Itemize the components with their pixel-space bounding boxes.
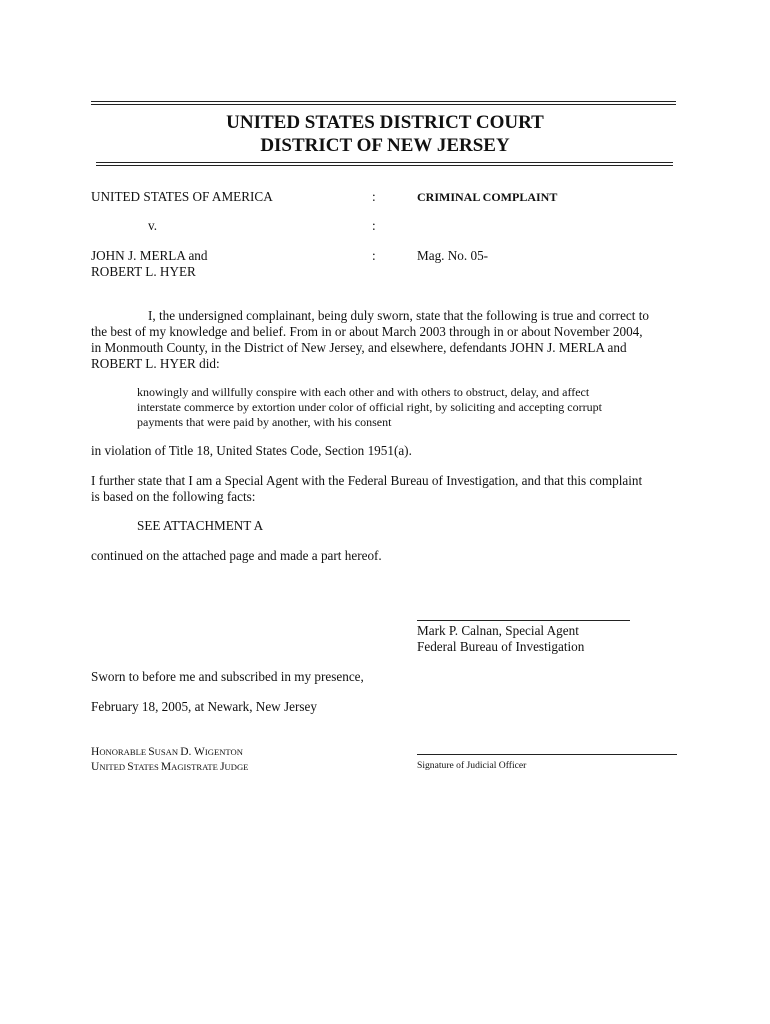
- judge-name-s: S: [148, 746, 155, 758]
- sworn-statement: Sworn to before me and subscribed in my presence,: [91, 669, 364, 684]
- agent-statement-line-2: is based on the following facts:: [91, 489, 256, 504]
- agent-statement-line-1: I further state that I am a Special Agent with the Federal Bureau of Investigation, and that this complaint: [91, 473, 643, 488]
- charge-line-3: payments that were paid by another, with his consent: [137, 415, 392, 429]
- versus-label: v.: [148, 218, 158, 233]
- judge-name-onorable: ONORABLE: [99, 747, 149, 757]
- complaint-statement-line-2: the best of my knowledge and belief. From in or about March 2003 through in or about November 2004,: [91, 324, 643, 339]
- judge-name-usan: USAN: [154, 747, 181, 757]
- judge-title-nited: NITED: [99, 762, 128, 772]
- judge-title-j: J: [220, 761, 225, 773]
- document-type: CRIMINAL COMPLAINT: [417, 190, 558, 204]
- caption-colon-2: :: [372, 218, 376, 233]
- agent-signature-line: [417, 620, 630, 621]
- judicial-signature-label: Signature of Judicial Officer: [417, 760, 527, 771]
- defendant-line-1: JOHN J. MERLA and: [91, 248, 208, 263]
- plaintiff-name: UNITED STATES OF AMERICA: [91, 189, 273, 204]
- caption-colon-1: :: [372, 189, 376, 204]
- bottom-double-rule: [96, 162, 673, 166]
- sworn-date-place: February 18, 2005, at Newark, New Jersey: [91, 699, 317, 714]
- judge-name: [91, 744, 243, 759]
- complaint-statement-line-1: I, the undersigned complainant, being duly sworn, state that the following is true and correct to: [148, 308, 649, 323]
- defendant-line-2: ROBERT L. HYER: [91, 264, 196, 279]
- judge-name-dw: D. W: [180, 746, 205, 758]
- complaint-statement-line-4: ROBERT L. HYER did:: [91, 356, 220, 371]
- judge-title-agistrate: AGISTRATE: [171, 762, 221, 772]
- continuation-note: continued on the attached page and made a part hereof.: [91, 548, 382, 563]
- charge-line-2: interstate commerce by extortion under color of official right, by soliciting and accepting corrupt: [137, 400, 602, 414]
- judge-title-u: U: [91, 761, 100, 773]
- complaint-statement-line-3: in Monmouth County, in the District of New Jersey, and elsewhere, defendants JOHN J. MERLA and: [91, 340, 627, 355]
- caption-colon-3: :: [372, 248, 376, 263]
- judge-title-s: S: [127, 761, 134, 773]
- court-name: UNITED STATES DISTRICT COURT: [226, 112, 544, 133]
- judge-title-tates: TATES: [133, 762, 161, 772]
- agent-agency: Federal Bureau of Investigation: [417, 639, 585, 654]
- magistrate-number: Mag. No. 05-: [417, 248, 489, 263]
- judge-name-h: H: [91, 746, 100, 758]
- judge-title-m: M: [160, 761, 172, 773]
- statute-violation: in violation of Title 18, United States Code, Section 1951(a).: [91, 443, 412, 458]
- judge-name-igenton: IGENTON: [204, 747, 243, 757]
- judicial-signature-line: [417, 754, 677, 755]
- court-district: DISTRICT OF NEW JERSEY: [260, 135, 510, 156]
- judge-title-udge: UDGE: [224, 762, 249, 772]
- agent-name-title: Mark P. Calnan, Special Agent: [417, 623, 579, 638]
- charge-line-1: knowingly and willfully conspire with each other and with others to obstruct, delay, and affect: [137, 385, 590, 399]
- attachment-reference: SEE ATTACHMENT A: [137, 518, 264, 533]
- top-double-rule: [91, 101, 676, 105]
- judge-title: [91, 759, 248, 774]
